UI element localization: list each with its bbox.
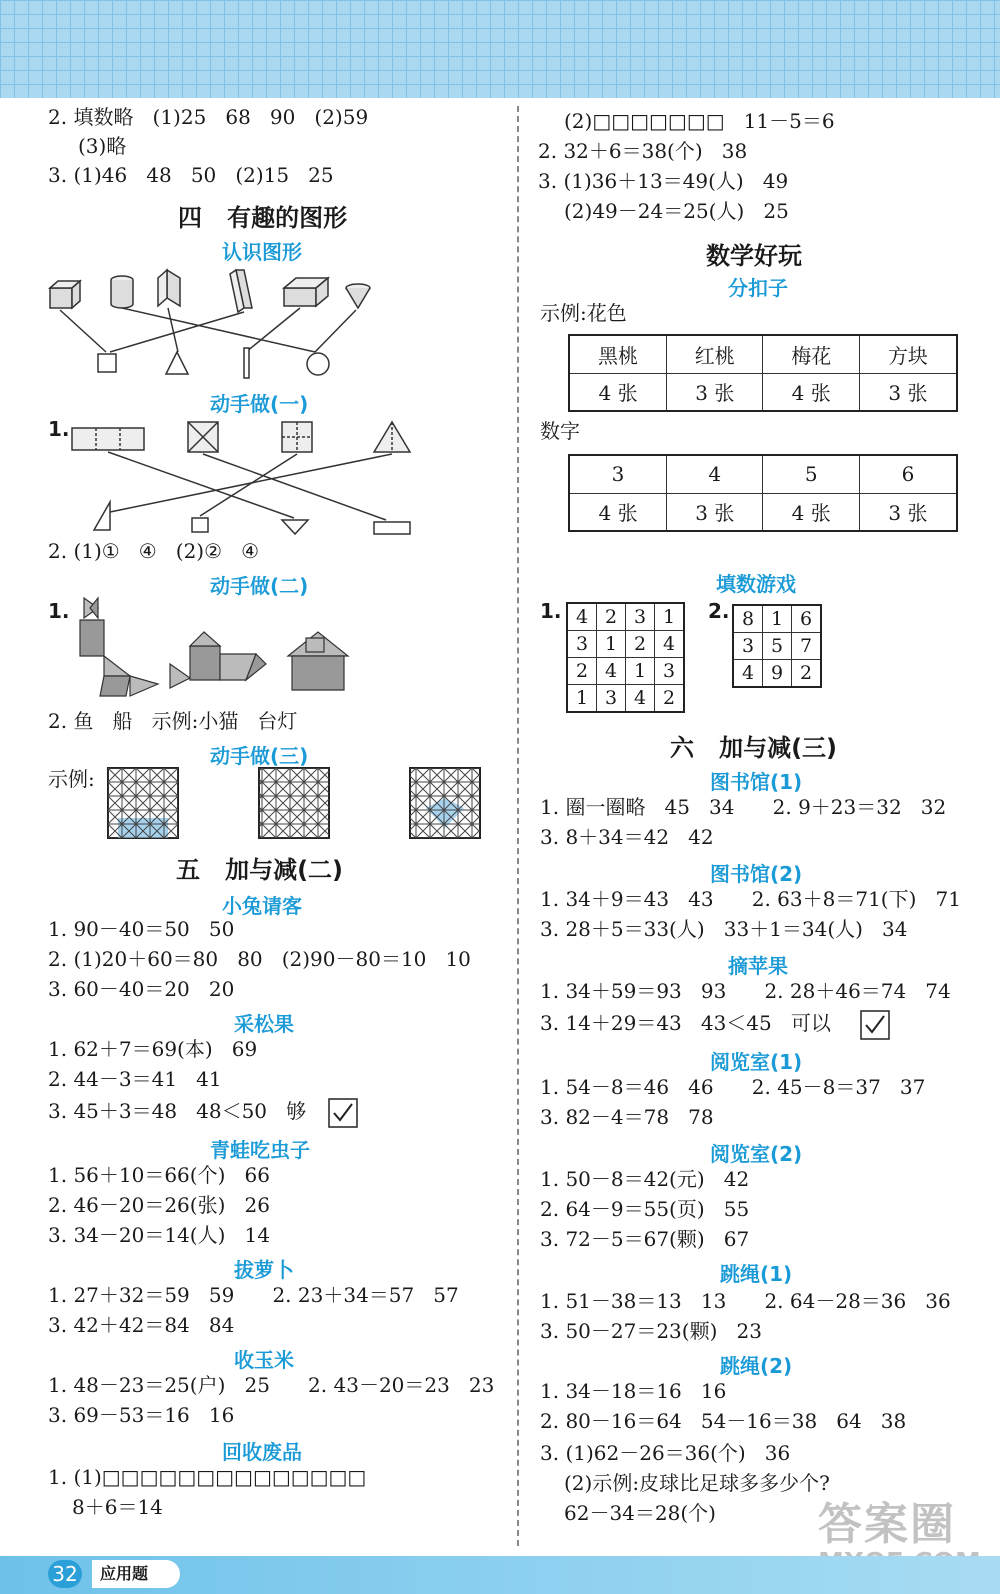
question-number: 1. <box>540 599 562 623</box>
answer-line: 3. 72－5＝67(颗) 67 <box>540 1227 750 1251</box>
answer-line: 3. 34－20＝14(人) 14 <box>48 1223 270 1247</box>
table-cell: 3 张 <box>859 493 957 531</box>
section-title: 六 加与减(三) <box>670 734 838 762</box>
cube-solid <box>50 288 72 308</box>
subsection-title: 动手做(一) <box>210 392 309 416</box>
answer-line: 3. 60－40＝20 20 <box>48 977 235 1001</box>
subsection-title: 阅览室(1) <box>710 1050 803 1074</box>
grid-cell: 2 <box>597 603 626 631</box>
answer-line: 1. 56＋10＝66(个) 66 <box>48 1163 270 1187</box>
grid-cell: 3 <box>626 603 655 631</box>
grid-cell: 3 <box>733 633 763 660</box>
answer-line: 1. 圈一圈略 45 34 2. 9＋23＝32 32 <box>540 795 947 819</box>
grid-cell: 7 <box>792 633 822 660</box>
grid-cell: 4 <box>655 631 685 658</box>
table-header-cell: 方块 <box>859 335 957 373</box>
answer-line: 1. 34＋59＝93 93 2. 28＋46＝74 74 <box>540 979 951 1003</box>
circle-shape <box>307 353 329 375</box>
subsection-title: 动手做(二) <box>210 574 309 598</box>
answer-line: 1. 34－18＝16 16 <box>540 1379 727 1403</box>
table-header-cell: 6 <box>859 455 957 493</box>
page-number: 32 <box>48 1560 82 1588</box>
answer-line: 2. 32＋6＝38(个) 38 <box>538 139 748 163</box>
grid-cell: 1 <box>655 603 685 631</box>
grid-cell: 2 <box>567 658 597 685</box>
table-cell: 3 张 <box>667 493 763 531</box>
subsection-title: 图书馆(1) <box>710 770 803 794</box>
example-label: 数字 <box>540 419 580 443</box>
answer-line: 2. 填数略 (1)25 68 90 (2)59 <box>48 105 369 129</box>
grid-cell: 2 <box>655 685 685 713</box>
grid-cell: 6 <box>792 605 822 633</box>
answer-line: 1. 51－38＝13 13 2. 64－28＝36 36 <box>540 1289 951 1313</box>
answer-line: 2. 64－9＝55(页) 55 <box>540 1197 750 1221</box>
table-header-cell: 红桃 <box>667 335 763 373</box>
answer-line: 1. 90－40＝50 50 <box>48 917 235 941</box>
example-label: 示例:花色 <box>540 301 627 325</box>
question-number: 2. <box>708 599 730 623</box>
table-header-cell: 黑桃 <box>569 335 667 373</box>
answer-line: 3. 8＋34＝42 42 <box>540 825 714 849</box>
grid-cell: 1 <box>763 605 792 633</box>
watermark: 答案圈 <box>818 1499 956 1550</box>
subsection-title: 青蛙吃虫子 <box>210 1138 310 1162</box>
subsection-title: 阅览室(2) <box>710 1142 803 1166</box>
grid-cell: 2 <box>626 631 655 658</box>
subsection-title: 图书馆(2) <box>710 862 803 886</box>
section-title: 四 有趣的图形 <box>178 204 348 232</box>
subsection-title: 回收废品 <box>222 1440 302 1464</box>
grid-cell: 5 <box>763 633 792 660</box>
subsection-title: 分扣子 <box>728 276 788 300</box>
grid-cell: 3 <box>655 658 685 685</box>
subsection-title: 拔萝卜 <box>234 1258 294 1282</box>
subsection-title: 小兔请客 <box>222 894 302 918</box>
answer-line: 3. 14＋29＝43 43＜45 可以 <box>540 1011 831 1035</box>
answer-line: (3)略 <box>78 134 127 158</box>
answer-line: 3. 42＋42＝84 84 <box>48 1313 235 1337</box>
grid-cell: 4 <box>733 660 763 688</box>
answer-line: 8＋6＝14 <box>72 1495 163 1519</box>
answer-line: 3. (1)62－26＝36(个) 36 <box>540 1441 791 1465</box>
grid-cell: 4 <box>567 603 597 631</box>
book-tag: 应用题 <box>92 1560 180 1588</box>
grid-cell: 1 <box>626 658 655 685</box>
answer-line: (2)□□□□□□□ 11－5＝6 <box>564 109 835 133</box>
table-cell: 4 张 <box>763 493 859 531</box>
grid-cell: 1 <box>567 685 597 713</box>
answer-line: 2. 44－3＝41 41 <box>48 1067 222 1091</box>
grid-cell: 3 <box>597 685 626 713</box>
table-cell: 4 张 <box>569 493 667 531</box>
answer-line: 2. 80－16＝64 54－16＝38 64 38 <box>540 1409 907 1433</box>
grid-cell: 2 <box>792 660 822 688</box>
answer-line: 1. 34＋9＝43 43 2. 63＋8＝71(下) 71 <box>540 887 961 911</box>
top-grid-band <box>0 0 1000 98</box>
table-cell: 3 张 <box>859 373 957 411</box>
answer-line: 3. (1)46 48 50 (2)15 25 <box>48 163 334 187</box>
grid-pattern-figures <box>108 768 458 840</box>
answer-line: 3. 28＋5＝33(人) 33＋1＝34(人) 34 <box>540 917 908 941</box>
tangram-figures <box>70 596 360 706</box>
rectangle-shape <box>244 348 249 378</box>
answer-line: 1. 62＋7＝69(本) 69 <box>48 1037 258 1061</box>
subsection-title: 动手做(三) <box>210 744 309 768</box>
grid-cell: 4 <box>626 685 655 713</box>
example-label: 示例: <box>48 767 95 791</box>
grid-cell: 8 <box>733 605 763 633</box>
section-title: 五 加与减(二) <box>176 856 344 884</box>
table-cell: 4 张 <box>763 373 859 411</box>
answer-line: 3. 82－4＝78 78 <box>540 1105 714 1129</box>
answer-line: (2)示例:皮球比足球多多少个? <box>564 1471 830 1495</box>
grid-cell: 9 <box>763 660 792 688</box>
answer-line: 2. (1)20＋60＝80 80 (2)90－80＝10 10 <box>48 947 471 971</box>
question-number: 1. <box>48 417 70 441</box>
answer-line: 1. 48－23＝25(户) 25 2. 43－20＝23 23 <box>48 1373 495 1397</box>
answer-line: 3. (1)36＋13＝49(人) 49 <box>538 169 789 193</box>
fold-matching-figure <box>70 420 430 546</box>
subsection-title: 认识图形 <box>222 240 302 264</box>
answer-line: 1. 50－8＝42(元) 42 <box>540 1167 750 1191</box>
box-solid <box>284 288 316 306</box>
column-divider <box>517 106 519 1546</box>
table-header-cell: 梅花 <box>763 335 859 373</box>
table-header-cell: 5 <box>763 455 859 493</box>
number-table <box>568 454 958 532</box>
suit-table <box>568 334 958 412</box>
subsection-title: 填数游戏 <box>716 572 796 596</box>
answer-line: 62－34＝28(个) <box>564 1501 716 1525</box>
answer-line: 1. (1)□□□□□□□□□□□□□□ <box>48 1465 367 1489</box>
subsection-title: 收玉米 <box>234 1348 294 1372</box>
table-cell: 4 张 <box>569 373 667 411</box>
table-cell: 3 张 <box>667 373 763 411</box>
number-grid-4x4 <box>566 602 685 713</box>
subsection-title: 跳绳(2) <box>720 1354 793 1378</box>
answer-line: 3. 50－27＝23(颗) 23 <box>540 1319 762 1343</box>
answer-line: 3. 45＋3＝48 48＜50 够 <box>48 1099 307 1123</box>
subsection-title: 跳绳(1) <box>720 1262 793 1286</box>
prism-solid <box>167 270 180 306</box>
subsection-title: 采松果 <box>234 1012 294 1036</box>
checkmark-box <box>328 1098 358 1128</box>
grid-cell: 4 <box>597 658 626 685</box>
section-title: 数学好玩 <box>706 242 802 270</box>
answer-line: 3. 69－53＝16 16 <box>48 1403 235 1427</box>
answer-line: 2. (1)① ④ (2)② ④ <box>48 539 260 563</box>
answer-line: (2)49－24＝25(人) 25 <box>564 199 789 223</box>
number-grid-3x3 <box>732 604 822 688</box>
grid-cell: 1 <box>597 631 626 658</box>
shape-matching-figure <box>40 268 390 388</box>
square-shape <box>98 354 116 372</box>
answer-line: 2. 46－20＝26(张) 26 <box>48 1193 270 1217</box>
table-header-cell: 3 <box>569 455 667 493</box>
subsection-title: 摘苹果 <box>728 954 788 978</box>
answer-line: 2. 鱼 船 示例:小猫 台灯 <box>48 709 298 733</box>
triangle-shape <box>166 352 188 374</box>
answer-line: 1. 54－8＝46 46 2. 45－8＝37 37 <box>540 1075 926 1099</box>
question-number: 1. <box>48 599 70 623</box>
checkmark-box <box>860 1010 890 1040</box>
table-header-cell: 4 <box>667 455 763 493</box>
answer-line: 1. 27＋32＝59 59 2. 23＋34＝57 57 <box>48 1283 459 1307</box>
grid-cell: 3 <box>567 631 597 658</box>
